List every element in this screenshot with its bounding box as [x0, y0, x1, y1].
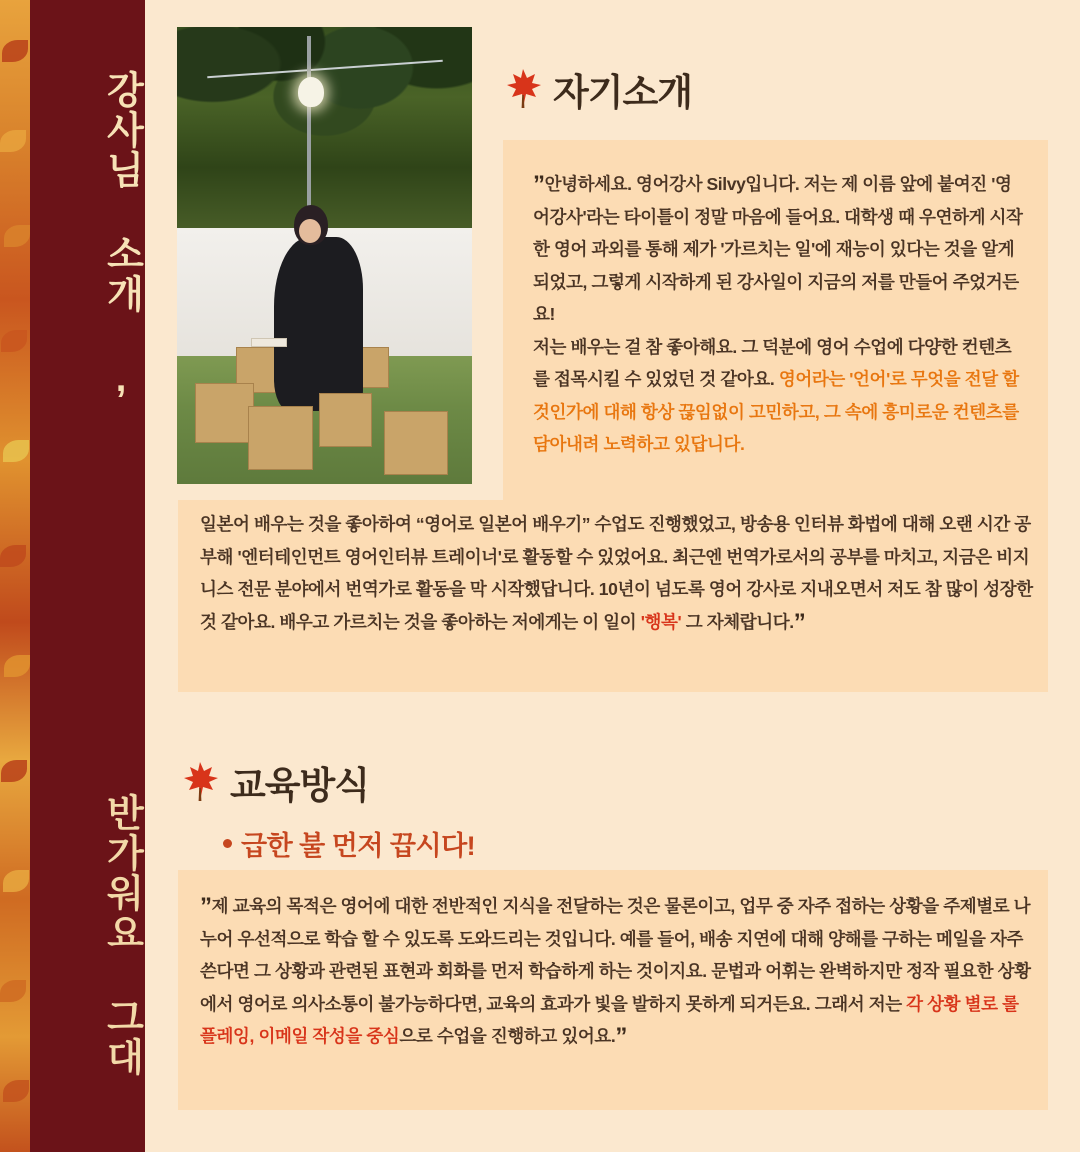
intro-paragraph-upper: [533, 168, 1023, 461]
section-heading-intro-label: 자기소개: [553, 72, 692, 113]
maple-leaf-icon: [180, 758, 220, 807]
method-text-highlight: 각 상황 별로 롤 플레잉, 이메일 작성을 중심: [200, 993, 1019, 1047]
section-heading-intro: [503, 62, 692, 116]
leaf-border-strip: [0, 0, 30, 1152]
quote-close-icon: ”: [793, 608, 806, 636]
method-text-2: 으로 수업을 진행하고 있어요.: [399, 1026, 616, 1047]
method-text-1: 제 교육의 목적은 영어에 대한 전반적인 지식을 전달하는 것은 물론이고, 업무 중 자주 접하는 상황을 주제별로 나누어 우선적으로 학습 할 수 있도록 도와드리는 것입니다. 예를 들어, 배송 지연에 대해 양해를 구하는 메일을 자주 쓴다면 그 상황과 관련된 표현과 회화를 먼저 학습하게 하는 것이지요. 문법과 어휘는 완벽하지만 정작 필요한 상황에서 영어로 의사소통이 불가능하다면, 교육의 효과가 빛을 발하지 못하게 되거든요. 그래서 저는: [200, 896, 1031, 1014]
intro-text-2-highlight: 영어라는 '언어'로 무엇을 전달 할 것인가에 대해 항상 끊임없이 고민하고, 그 속에 흥미로운 컨텐츠를 담아내려 노력하고 있답니다.: [533, 369, 1019, 455]
intro-text-happiness-highlight: '행복': [640, 611, 682, 632]
method-paragraph: [200, 890, 1038, 1053]
quote-open-icon: ”: [533, 171, 545, 198]
quote-close-icon: ”: [615, 1023, 627, 1051]
instructor-photo: [177, 27, 472, 484]
method-subheading-label: 급한 불 먼저 끕시다!: [241, 831, 476, 861]
intro-text-2-plain: 저는 배우는 걸 참 좋아해요. 그 덕분에 영어 수업에 다양한 컨텐츠를 접목시킬 수 있었던 것 같아요.: [533, 336, 1012, 390]
intro-text-3: 일본어 배우는 것을 좋아하여 “영어로 일본어 배우기” 수업도 진행했었고, 방송용 인터뷰 화법에 대해 오랜 시간 공부해 '엔터테인먼트 영어인터뷰 트레이너'로 활동할 수 있었어요. 최근엔 번역가로서의 공부를 마치고, 지금은 비지니스 전문 분야에서 번역가로 활동을 막 시작했답니다. 10년이 넘도록 영어 강사로 지내오면서 저도 참 많이 성장한 것 같아요. 배우고 가르치는 것을 좋아하는 저에게는 이 일이: [200, 514, 1033, 632]
intro-text-1: 안녕하세요. 영어강사 Silvy입니다. 저는 제 이름 앞에 붙여진 '영어강사'라는 타이틀이 정말 마음에 들어요. 대학생 때 우연하게 시작한 영어 과외를 통해 제가 '가르치는 일'에 재능이 있다는 것을 알게 되었고, 그렇게 시작하게 된 강사일이 지금의 저를 만들어 주었거든요!: [533, 174, 1023, 325]
bullet-dot-icon: [223, 839, 232, 848]
content-area: [145, 0, 1080, 1152]
section-heading-method: [180, 755, 369, 809]
section-heading-method-label: 교육방식: [230, 765, 369, 806]
intro-text-4: 그 자체랍니다.: [681, 611, 794, 632]
maple-leaf-icon: [503, 65, 543, 114]
quote-open-icon: ”: [200, 893, 212, 920]
method-subheading: [223, 824, 475, 863]
side-title-top: 강사님 소개 ,: [100, 70, 142, 402]
side-title-bottom: 반가워요 그대: [100, 793, 142, 1077]
intro-paragraph-lower: [200, 508, 1038, 638]
